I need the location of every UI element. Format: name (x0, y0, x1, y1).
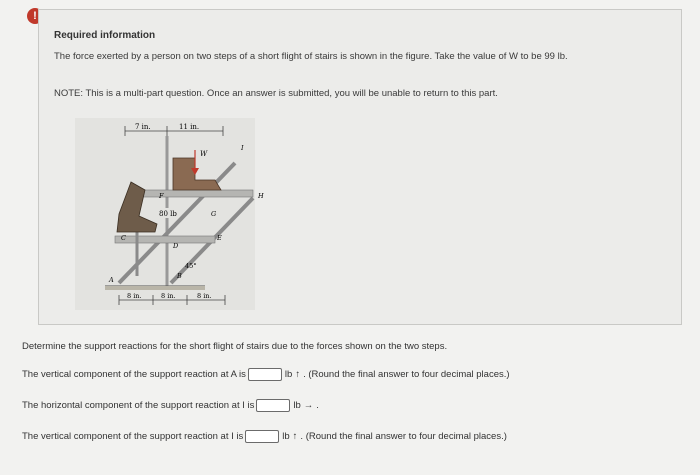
answer-input-i-vertical[interactable] (245, 430, 279, 443)
answer-input-i-horizontal[interactable] (256, 399, 290, 412)
row-label: The vertical component of the support reaction at A is (22, 369, 246, 380)
unit-label: lb (282, 431, 290, 442)
row-suffix: . (316, 400, 319, 411)
row-label: The horizontal component of the support reaction at I is (22, 400, 255, 411)
row-label: The vertical component of the support reaction at I is (22, 431, 244, 442)
unit-label: lb (284, 369, 293, 380)
lower-step (115, 236, 215, 243)
multipart-note: NOTE: This is a multi-part question. Once an answer is submitted, you will be unable to return to this part. (54, 88, 498, 99)
point-c: C (121, 234, 126, 242)
point-i: I (241, 144, 244, 152)
point-f: F (159, 192, 164, 200)
answer-row-a-vertical (22, 368, 510, 381)
point-h: H (258, 192, 264, 200)
row-suffix: . (Round the final answer to four decimal places.) (303, 369, 510, 380)
answer-row-i-vertical (22, 430, 507, 443)
dim-bottom-2: 8 in. (161, 292, 176, 300)
dim-top-left: 7 in. (135, 123, 151, 131)
arrow-right-icon: → (303, 400, 314, 411)
point-b: B (177, 272, 182, 280)
weight-label: W (200, 150, 208, 158)
row-suffix: . (Round the final answer to four decimal places.) (300, 431, 507, 442)
point-g: G (211, 210, 217, 218)
answer-input-a-vertical[interactable] (248, 368, 282, 381)
alert-icon: ! (27, 8, 43, 24)
force-label: 80 lb (159, 210, 177, 218)
stairs-figure (75, 118, 264, 310)
dim-bottom-1: 8 in. (127, 292, 142, 300)
dim-top-right: 11 in. (179, 123, 200, 131)
problem-statement: The force exerted by a person on two steps of a short flight of stairs is shown in the figure. Take the value of W to be 99 lb. (54, 51, 568, 62)
info-title: Required information (54, 30, 156, 41)
dim-bottom-3: 8 in. (197, 292, 212, 300)
answer-row-i-horizontal (22, 399, 319, 412)
arrow-up-icon: ↑ (295, 369, 301, 380)
unit-label: lb (293, 400, 301, 411)
point-d: D (173, 242, 179, 250)
angle-label: 45° (185, 262, 197, 270)
required-information-panel (38, 9, 682, 325)
point-e: E (217, 234, 222, 242)
point-a: A (109, 276, 114, 284)
question-text: Determine the support reactions for the short flight of stairs due to the forces shown on the two steps. (22, 341, 448, 352)
arrow-up-icon: ↑ (292, 431, 298, 442)
upper-step (133, 190, 253, 197)
